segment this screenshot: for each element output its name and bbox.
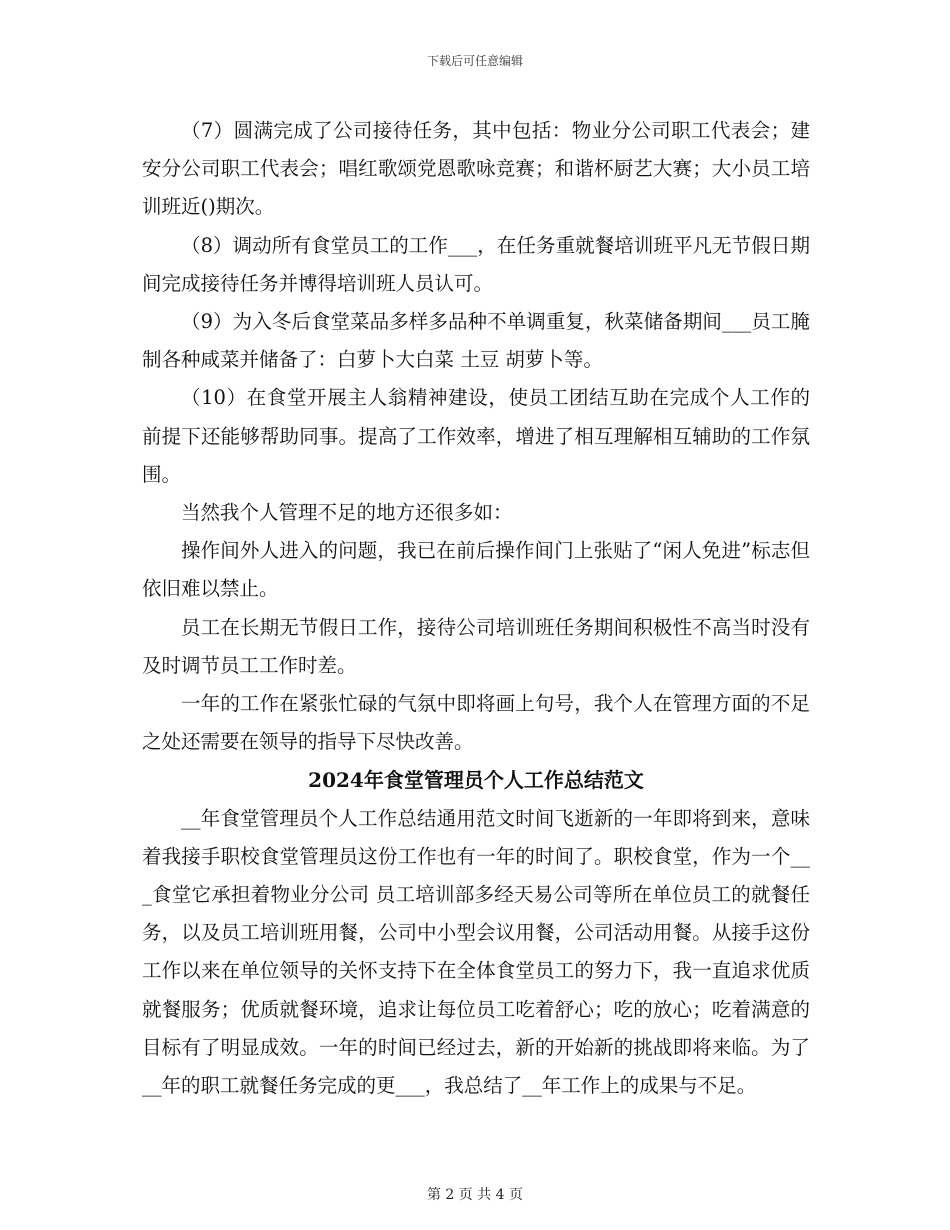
- paragraph-conclusion: 一年的工作在紧张忙碌的气氛中即将画上句号，我个人在管理方面的不足之处还需要在领导的指导下尽快改善。: [142, 692, 810, 754]
- page-header-note: 下载后可任意编辑: [426, 54, 523, 68]
- paragraph-item-8: （8）调动所有食堂员工的工作___，在任务重就餐培训班平凡无节假日期间完成接待任务并博得培训班人员认可。: [142, 233, 810, 295]
- paragraph-shortcoming-staff: 员工在长期无节假日工作，接待公司培训班任务期间积极性不高当时没有及时调节员工工作时差。: [142, 615, 810, 677]
- paragraph-item-10: （10）在食堂开展主人翁精神建设，使员工团结互助在完成个人工作的前提下还能够帮助同事。提高了工作效率，增进了相互理解相互辅助的工作氛围。: [142, 386, 810, 486]
- paragraph-summary-intro: __年食堂管理员个人工作总结通用范文时间飞逝新的一年即将到来，意味着我接手职校食堂管理员这份工作也有一年的时间了。职校食堂，作为一个___食堂它承担着物业分公司 员工培训部多经天易公司等所在单位员工的就餐任务，以及员工培训班用餐，公司中小型会议用餐，公司活动用餐。从接手这份工作以来在单位领导的关怀支持下在全体食堂员工的努力下，我一直追求优质就餐服务；优质就餐环境，追求让每位员工吃着舒心；吃的放心；吃着满意的目标有了明显成效。一年的时间已经过去，新的开始新的挑战即将来临。为了__年的职工就餐任务完成的更___，我总结了__年工作上的成果与不足。: [142, 806, 810, 1098]
- paragraph-shortcomings-intro: 当然我个人管理不足的地方还很多如：: [181, 501, 513, 525]
- document-body: [142, 112, 810, 1105]
- page-number-indicator: 第 2 页 共 4 页: [426, 1187, 524, 1203]
- paragraph-shortcoming-outsiders: 操作间外人进入的问题，我已在前后操作间门上张贴了“闲人免进”标志但依旧难以禁止。: [142, 539, 810, 601]
- section-title: 2024年食堂管理员个人工作总结范文: [308, 768, 644, 793]
- paragraph-item-9: （9）为入冬后食堂菜品多样多品种不单调重复，秋菜储备期间___员工腌制各种咸菜并储备了：白萝卜大白菜 土豆 胡萝卜等。: [142, 310, 810, 372]
- paragraph-item-7: （7）圆满完成了公司接待任务，其中包括：物业分公司职工代表会；建安分公司职工代表会；唱红歌颂党恩歌咏竞赛；和谐杯厨艺大赛；大小员工培训班近()期次。: [142, 119, 810, 219]
